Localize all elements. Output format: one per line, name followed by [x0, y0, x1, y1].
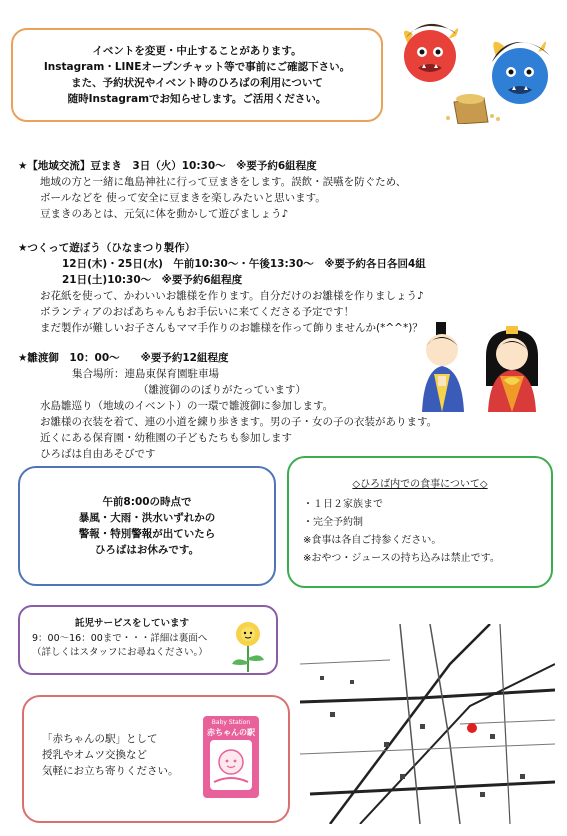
- event-text: ボールなどを 使って安全に豆まきを楽しみたいと思います。: [40, 192, 326, 204]
- notice-line: Instagram・LINEオープンチャット等で事前にご確認下さい。: [43, 61, 351, 73]
- baby-face-icon: [208, 738, 254, 792]
- event-text: お雛様の衣装を着て、連の小道を練り歩きます。男の子・女の子の衣装があります。: [40, 416, 438, 428]
- baby-station-sign-icon: [203, 716, 259, 798]
- event-heading: ★つくって遊ぼう（ひなまつり製作）: [18, 242, 196, 254]
- food-line: ※おやつ・ジュースの持ち込みは禁止です。: [303, 553, 500, 564]
- baby-station-line: 気軽にお立ち寄りください。: [42, 765, 179, 777]
- notice-box: [11, 28, 383, 122]
- food-line: ・１日２家族まで: [303, 499, 383, 510]
- event-hinatogyo: [18, 350, 437, 462]
- blue-oni-icon: [492, 41, 550, 104]
- event-text: まだ製作が難しいお子さんもママ手作りのお雛様を作って飾りませんか(*^^*)？: [40, 322, 423, 334]
- notice-line: イベントを変更・中止することがあります。: [92, 45, 302, 57]
- weather-line: ひろばはお休みです。: [94, 544, 200, 556]
- event-schedule: 12日(木)・25日(水) 午前10:30～・午後13:30～ ※要予約各日各回4組: [62, 258, 426, 270]
- childcare-hours: 9：00～16：00まで・・・詳細は裏面へ: [32, 633, 208, 644]
- area-map: [300, 624, 555, 824]
- dandelion-icon: [226, 618, 270, 674]
- event-place-note: （雛渡御ののぼりがたっています）: [138, 384, 306, 396]
- location-marker: [467, 723, 477, 733]
- event-text: お花紙を使って、かわいいお雛様を作ります。自分だけのお雛様を作りましょう♪: [40, 290, 424, 302]
- bean-box-icon: [446, 94, 500, 124]
- oni-illustration: [388, 4, 563, 124]
- sign-small-text: Baby Station: [211, 719, 251, 726]
- event-mamemaki: [18, 158, 406, 222]
- event-text: ボランティアのおばあちゃんもお手伝いに来てくださる予定です！: [40, 306, 355, 318]
- weather-line: 警報・特別警報が出ていたら: [78, 528, 216, 540]
- event-text: 近くにある保育園・幼稚園の子どもたちも参加します: [40, 432, 292, 444]
- event-heading: ★【地域交流】豆まき 3日（火）10:30～ ※要予約6組程度: [18, 160, 317, 172]
- event-place: 集合場所：連島東保育園駐車場: [72, 368, 219, 380]
- food-line: ※食事は各自ご持参ください。: [303, 535, 442, 546]
- event-schedule: 21日(土)10:30～ ※要予約6組程度: [62, 274, 243, 286]
- event-text: ひろばは自由あそびです: [40, 448, 156, 460]
- sign-title: 赤ちゃんの駅: [207, 728, 255, 737]
- baby-station-line: 「赤ちゃんの駅」として: [42, 733, 158, 745]
- red-oni-icon: [404, 24, 458, 82]
- hina-dolls-icon: [420, 316, 550, 412]
- event-heading: ★雛渡御 10：00～ ※要予約12組程度: [18, 352, 229, 364]
- childcare-title: 託児サービスをしています: [74, 618, 189, 629]
- weather-line: 午前8:00の時点で: [102, 496, 192, 508]
- childcare-note: （詳しくはスタッフにお尋ねください。）: [32, 647, 208, 658]
- food-rules-box: [287, 456, 553, 588]
- event-text: 水島雛巡り（地域のイベント）の一環で雛渡御に参加します。: [40, 400, 334, 412]
- event-text: 豆まきのあとは、元気に体を動かして遊びましょう♪: [40, 208, 289, 220]
- food-line: ・完全予約制: [303, 517, 363, 528]
- weather-line: 暴風・大雨・洪水いずれかの: [78, 512, 216, 524]
- weather-closure-box: [18, 466, 276, 586]
- event-text: 地域の方と一緒に亀島神社に行って豆まきをします。誤飲・誤嚥を防ぐため、: [40, 176, 407, 188]
- event-hinamatsuri-craft: [18, 240, 426, 336]
- baby-station-line: 授乳やオムツ交換など: [42, 749, 147, 761]
- notice-line: 随時Instagramでお知らせします。ご活用ください。: [67, 93, 327, 105]
- food-title: ◇ひろば内での食事について◇: [352, 479, 488, 490]
- notice-line: また、予約状況やイベント時のひろばの利用について: [71, 77, 323, 89]
